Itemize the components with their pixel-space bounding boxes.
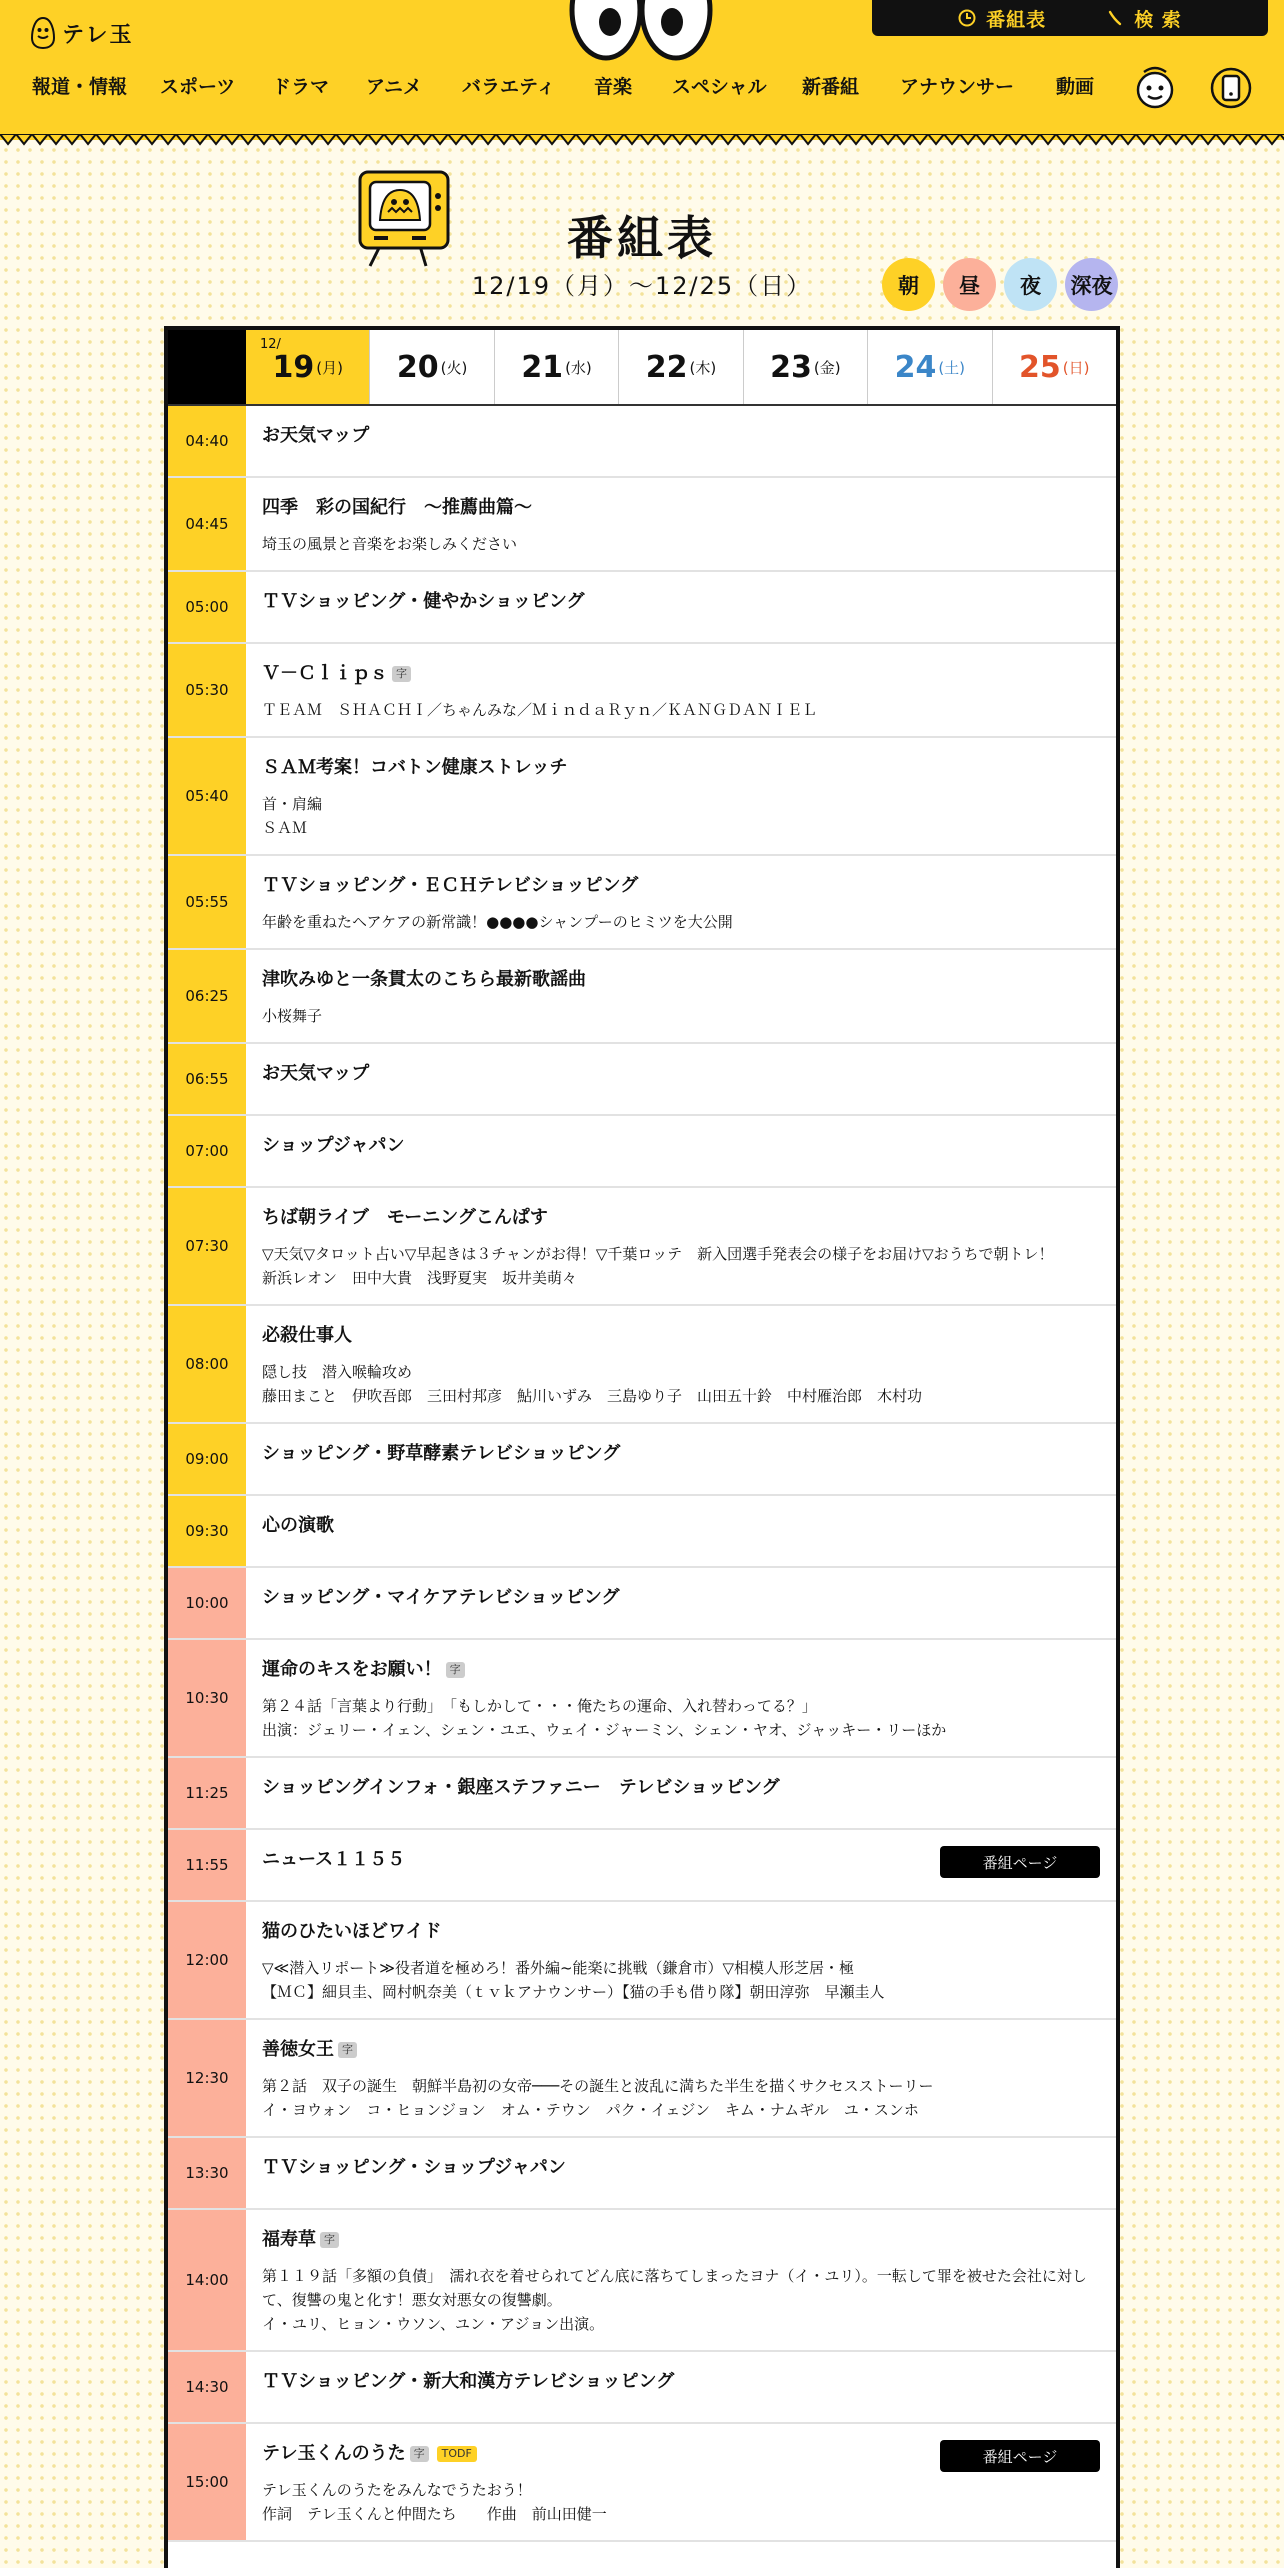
program-time: 10:00 xyxy=(168,1568,246,1638)
subtitle-badge: 字 xyxy=(446,1662,465,1678)
program-time: 15:00 xyxy=(168,2424,246,2540)
program-time: 14:00 xyxy=(168,2210,246,2350)
day-tab-weekday: (水) xyxy=(565,358,592,377)
nav-anime[interactable]: アニメ xyxy=(366,76,423,98)
time-of-day-filter xyxy=(882,258,1118,311)
program-cell[interactable] xyxy=(246,2138,1116,2208)
program-time: 09:00 xyxy=(168,1424,246,1494)
day-tab-weekday: (土) xyxy=(938,358,966,377)
teletama-mascot-icon xyxy=(30,16,56,50)
program-title: ニュース１１５５ xyxy=(262,1849,406,1870)
nav-sports[interactable]: スポーツ xyxy=(160,76,236,98)
program-title: 四季 彩の国紀行 ～推薦曲篇～ xyxy=(262,497,532,518)
nav-videos[interactable]: 動画 xyxy=(1056,76,1095,98)
program-time: 11:55 xyxy=(168,1830,246,1900)
nav-special[interactable]: スペシャル xyxy=(672,76,767,98)
nav-new-programs[interactable]: 新番組 xyxy=(802,76,860,98)
program-cell[interactable] xyxy=(246,644,1116,736)
program-title: 津吹みゆと一条貫太のこちら最新歌謡曲 xyxy=(262,969,586,990)
main-nav xyxy=(0,60,1284,110)
program-cell[interactable] xyxy=(246,950,1116,1042)
program-row xyxy=(168,1902,1116,2020)
program-description: ▽天気▽タロット占い▽早起きは３チャンがお得！▽千葉ロッテ 新入団選手発表会の様子をお届け▽おうちで朝トレ！ 新浜レオン 田中大貴 浅野夏実 坂井美萌々 xyxy=(262,1245,1054,1287)
subtitle-badge: 字 xyxy=(410,2446,429,2462)
day-tab-date: 20 xyxy=(396,349,439,385)
clock-icon xyxy=(958,9,976,27)
time-btn-daytime[interactable]: 昼 xyxy=(943,258,996,311)
logo-text: テレ玉 xyxy=(62,22,134,48)
site-logo[interactable] xyxy=(30,16,134,50)
program-cell[interactable] xyxy=(246,2210,1116,2350)
date-range: 12/19（月）〜12/25（日） xyxy=(471,272,813,300)
program-time: 10:30 xyxy=(168,1640,246,1756)
program-title-line xyxy=(262,2154,1100,2182)
program-cell[interactable] xyxy=(246,2020,1116,2136)
program-time: 14:30 xyxy=(168,2352,246,2422)
header-zigzag-edge xyxy=(0,134,1284,150)
program-cell[interactable] xyxy=(246,1902,1116,2018)
teletama-shop-icon[interactable] xyxy=(1134,64,1176,110)
schedule-link[interactable] xyxy=(958,5,1046,32)
day-tab-24[interactable] xyxy=(867,330,991,404)
day-tab-weekday: (金) xyxy=(813,358,841,377)
subtitle-badge: 字 xyxy=(392,666,411,682)
program-title-line xyxy=(262,754,1100,782)
day-tab-20[interactable] xyxy=(369,330,493,404)
day-tab-date: 23 xyxy=(770,349,812,385)
program-cell[interactable] xyxy=(246,1188,1116,1304)
program-time: 07:00 xyxy=(168,1116,246,1186)
program-row xyxy=(168,572,1116,644)
program-cell[interactable] xyxy=(246,1640,1116,1756)
program-title: ＴＶショッピング・ショップジャパン xyxy=(262,2157,566,2178)
program-title: ＴＶショッピング・ＥＣＨテレビショッピング xyxy=(262,875,639,896)
program-title: ＴＶショッピング・新大和漢方テレビショッピング xyxy=(262,2371,675,2392)
program-time: 06:25 xyxy=(168,950,246,1042)
program-title: 運命のキスをお願い！ xyxy=(262,1659,442,1680)
program-title-line xyxy=(262,422,1100,450)
program-row xyxy=(168,644,1116,738)
day-tab-date: 25 xyxy=(1019,349,1061,385)
program-row xyxy=(168,738,1116,856)
program-description: テレ玉くんのうたをみんなでうたおう！ 作詞 テレ玉くんと仲間たち 作曲 前山田健一 xyxy=(262,2481,607,2523)
program-row xyxy=(168,478,1116,572)
day-tabs-corner xyxy=(168,330,246,404)
program-row xyxy=(168,1568,1116,1640)
program-title-line xyxy=(262,588,1100,616)
program-title: お天気マップ xyxy=(262,1063,370,1084)
program-cell[interactable] xyxy=(246,1496,1116,1566)
program-title: ちば朝ライブ モーニングこんぱす xyxy=(262,1207,548,1228)
program-cell[interactable] xyxy=(246,1568,1116,1638)
time-btn-late-night[interactable]: 深夜 xyxy=(1065,258,1118,311)
time-btn-morning[interactable]: 朝 xyxy=(882,258,935,311)
program-time: 08:00 xyxy=(168,1306,246,1422)
program-list xyxy=(168,406,1116,2542)
program-description: 第１１９話「多額の負債」 濡れ衣を着せられてどん底に落ちてしまったヨナ（イ・ユリ）。一転して罪を被せた会社に対して、復讐の鬼と化す！悪女対悪女の復讐劇。 イ・ユリ、ヒョン・ウソン、ユン・アジョン出演。 xyxy=(262,2267,1087,2333)
program-description: ＴＥＡＭ ＳＨＡＣＨＩ／ちゃんみな／ＭｉｎｄａＲｙｎ／ＫＡＮＧＤＡＮＩＥＬ xyxy=(262,701,818,719)
program-title-line xyxy=(262,1512,1100,1540)
program-row xyxy=(168,1640,1116,1758)
program-cell[interactable] xyxy=(246,478,1116,570)
program-title-line xyxy=(262,966,1100,994)
program-title: お天気マップ xyxy=(262,425,370,446)
day-tab-date: 19 xyxy=(272,349,315,385)
program-cell[interactable] xyxy=(246,1424,1116,1494)
program-cell[interactable] xyxy=(246,572,1116,642)
program-description: 第２４話「言葉より行動」 「もしかして・・・俺たちの運命、入れ替わってる？」 出演：ジェリー・イェン、シェン・ユエ、ウェイ・ジャーミン、シェン・ヤオ、ジャッキー・リーほか xyxy=(262,1697,947,1739)
program-row xyxy=(168,1758,1116,1830)
program-title: ＴＶショッピング・健やかショッピング xyxy=(262,591,585,612)
program-title-line xyxy=(262,1918,1100,1946)
day-tab-weekday: (木) xyxy=(689,358,717,377)
program-cell[interactable] xyxy=(246,1306,1116,1422)
program-title: Ｖ－Ｃｌｉｐｓ xyxy=(262,663,388,684)
day-tab-weekday: (日) xyxy=(1062,358,1090,377)
program-title-line xyxy=(262,2226,1100,2254)
top-utility-bar xyxy=(872,0,1268,36)
program-title-line xyxy=(262,1060,1100,1088)
program-row xyxy=(168,950,1116,1044)
program-row xyxy=(168,1044,1116,1116)
program-row xyxy=(168,2210,1116,2352)
day-tab-25[interactable] xyxy=(992,330,1116,404)
program-row xyxy=(168,1188,1116,1306)
day-tab-date: 21 xyxy=(521,349,564,385)
nav-news[interactable]: 報道・情報 xyxy=(32,76,128,98)
program-description: 第２話 双子の誕生 朝鮮半島初の女帝───その誕生と波乱に満ちた半生を描くサクセスストーリー イ・ヨウォン コ・ヒョンジョン オム・テウン パク・イェジン キム・ナムギル ユ・スンホ xyxy=(262,2077,934,2119)
nav-drama[interactable]: ドラマ xyxy=(272,76,330,98)
page-title: 番組表 xyxy=(567,211,717,265)
program-cell[interactable] xyxy=(246,1044,1116,1114)
program-page-button[interactable]: 番組ページ xyxy=(940,1846,1100,1878)
program-time: 06:55 xyxy=(168,1044,246,1114)
program-time: 13:30 xyxy=(168,2138,246,2208)
program-cell[interactable] xyxy=(246,1830,1116,1900)
program-title: 必殺仕事人 xyxy=(262,1325,352,1346)
program-time: 04:45 xyxy=(168,478,246,570)
day-tab-weekday: (火) xyxy=(440,358,468,377)
program-title: テレ玉くんのうた xyxy=(262,2443,406,2464)
todf-badge: TODF xyxy=(437,2446,477,2462)
program-row xyxy=(168,1116,1116,1188)
program-title-line xyxy=(262,1656,1100,1684)
program-title-line xyxy=(262,1774,1100,1802)
program-time: 09:30 xyxy=(168,1496,246,1566)
program-title-line xyxy=(262,1440,1100,1468)
day-tab-weekday: (月) xyxy=(316,358,343,377)
program-title: 善徳女王 xyxy=(262,2039,334,2060)
program-description: ▽≪潜入リポート≫役者道を極めろ！番外編~能楽に挑戦（鎌倉市）▽相模人形芝居・極 【ＭＣ】細貝圭、岡村帆奈美（ｔｖｋアナウンサー）【猫の手も借り隊】朝田淳弥 早瀬圭人 xyxy=(262,1959,885,2001)
day-tab-month: 12/ xyxy=(260,337,281,352)
teletama-app-icon[interactable] xyxy=(1210,64,1252,110)
program-row xyxy=(168,2020,1116,2138)
program-page-button[interactable]: 番組ページ xyxy=(940,2440,1100,2472)
day-tab-21[interactable] xyxy=(494,330,618,404)
program-time: 04:40 xyxy=(168,406,246,476)
search-link[interactable] xyxy=(1106,5,1182,32)
nav-announcers[interactable]: アナウンサー xyxy=(900,76,1015,98)
program-time: 05:55 xyxy=(168,856,246,948)
program-time: 05:40 xyxy=(168,738,246,854)
program-title-line xyxy=(262,494,1100,522)
program-row xyxy=(168,2352,1116,2424)
day-tab-date: 24 xyxy=(894,349,937,385)
program-title: ショッピング・野草酵素テレビショッピング xyxy=(262,1443,621,1464)
mascot-eyes-icon xyxy=(566,0,716,62)
program-title: 福寿草 xyxy=(262,2229,316,2250)
program-row xyxy=(168,406,1116,478)
program-row xyxy=(168,1830,1116,1902)
program-time: 12:00 xyxy=(168,1902,246,2018)
program-description: 小桜舞子 xyxy=(262,1007,323,1025)
nav-music[interactable]: 音楽 xyxy=(594,76,633,98)
day-tab-date: 22 xyxy=(645,349,688,385)
program-row xyxy=(168,1424,1116,1496)
program-cell[interactable] xyxy=(246,2352,1116,2422)
program-title: ショップジャパン xyxy=(262,1135,405,1156)
program-description: 首・肩編 ＳＡＭ xyxy=(262,795,323,837)
time-btn-night[interactable]: 夜 xyxy=(1004,258,1057,311)
program-row xyxy=(168,856,1116,950)
program-cell[interactable] xyxy=(246,1758,1116,1828)
subtitle-badge: 字 xyxy=(338,2042,357,2058)
program-schedule xyxy=(164,326,1120,2568)
program-description: 隠し技 潜入喉輪攻め 藤田まこと 伊吹吾郎 三田村邦彦 鮎川いずみ 三島ゆり子 山田五十鈴 中村雁治郎 木村功 xyxy=(262,1363,923,1405)
program-time: 12:30 xyxy=(168,2020,246,2136)
program-description: 年齢を重ねたヘアケアの新常識！●●●●シャンプーのヒミツを大公開 xyxy=(262,913,733,931)
program-title: ＳＡＭ考案！コバトン健康ストレッチ xyxy=(262,757,568,778)
program-title: ショッピングインフォ・銀座ステファニー テレビショッピング xyxy=(262,1777,780,1798)
program-description: 埼玉の風景と音楽をお楽しみください xyxy=(262,535,518,553)
program-title: ショッピング・マイケアテレビショッピング xyxy=(262,1587,620,1608)
program-time: 11:25 xyxy=(168,1758,246,1828)
program-cell[interactable] xyxy=(246,738,1116,854)
day-tab-19[interactable] xyxy=(246,330,369,404)
program-cell[interactable] xyxy=(246,406,1116,476)
day-tab-22[interactable] xyxy=(618,330,742,404)
program-cell[interactable] xyxy=(246,856,1116,948)
program-title: 猫のひたいほどワイド xyxy=(262,1921,442,1942)
program-row xyxy=(168,2138,1116,2210)
program-row xyxy=(168,1496,1116,1568)
program-cell[interactable] xyxy=(246,1116,1116,1186)
search-icon xyxy=(1106,9,1124,27)
program-time: 05:30 xyxy=(168,644,246,736)
program-row xyxy=(168,1306,1116,1424)
program-title-line xyxy=(262,2036,1100,2064)
program-title-line xyxy=(262,1204,1100,1232)
program-cell[interactable] xyxy=(246,2424,1116,2540)
program-title-line xyxy=(262,2368,1100,2396)
program-title: 心の演歌 xyxy=(262,1515,334,1536)
day-tab-23[interactable] xyxy=(743,330,867,404)
program-title-line xyxy=(262,1322,1100,1350)
program-title-line xyxy=(262,872,1100,900)
program-title-line xyxy=(262,1584,1100,1612)
site-header xyxy=(0,0,1284,140)
search-link-label: 検 索 xyxy=(1134,8,1182,31)
day-tabs xyxy=(168,330,1116,406)
program-title-line xyxy=(262,1132,1100,1160)
program-row xyxy=(168,2424,1116,2542)
nav-variety[interactable]: バラエティ xyxy=(462,76,556,98)
subtitle-badge: 字 xyxy=(320,2232,339,2248)
program-title-line xyxy=(262,660,1100,688)
program-time: 07:30 xyxy=(168,1188,246,1304)
program-time: 05:00 xyxy=(168,572,246,642)
schedule-link-label: 番組表 xyxy=(986,8,1047,31)
